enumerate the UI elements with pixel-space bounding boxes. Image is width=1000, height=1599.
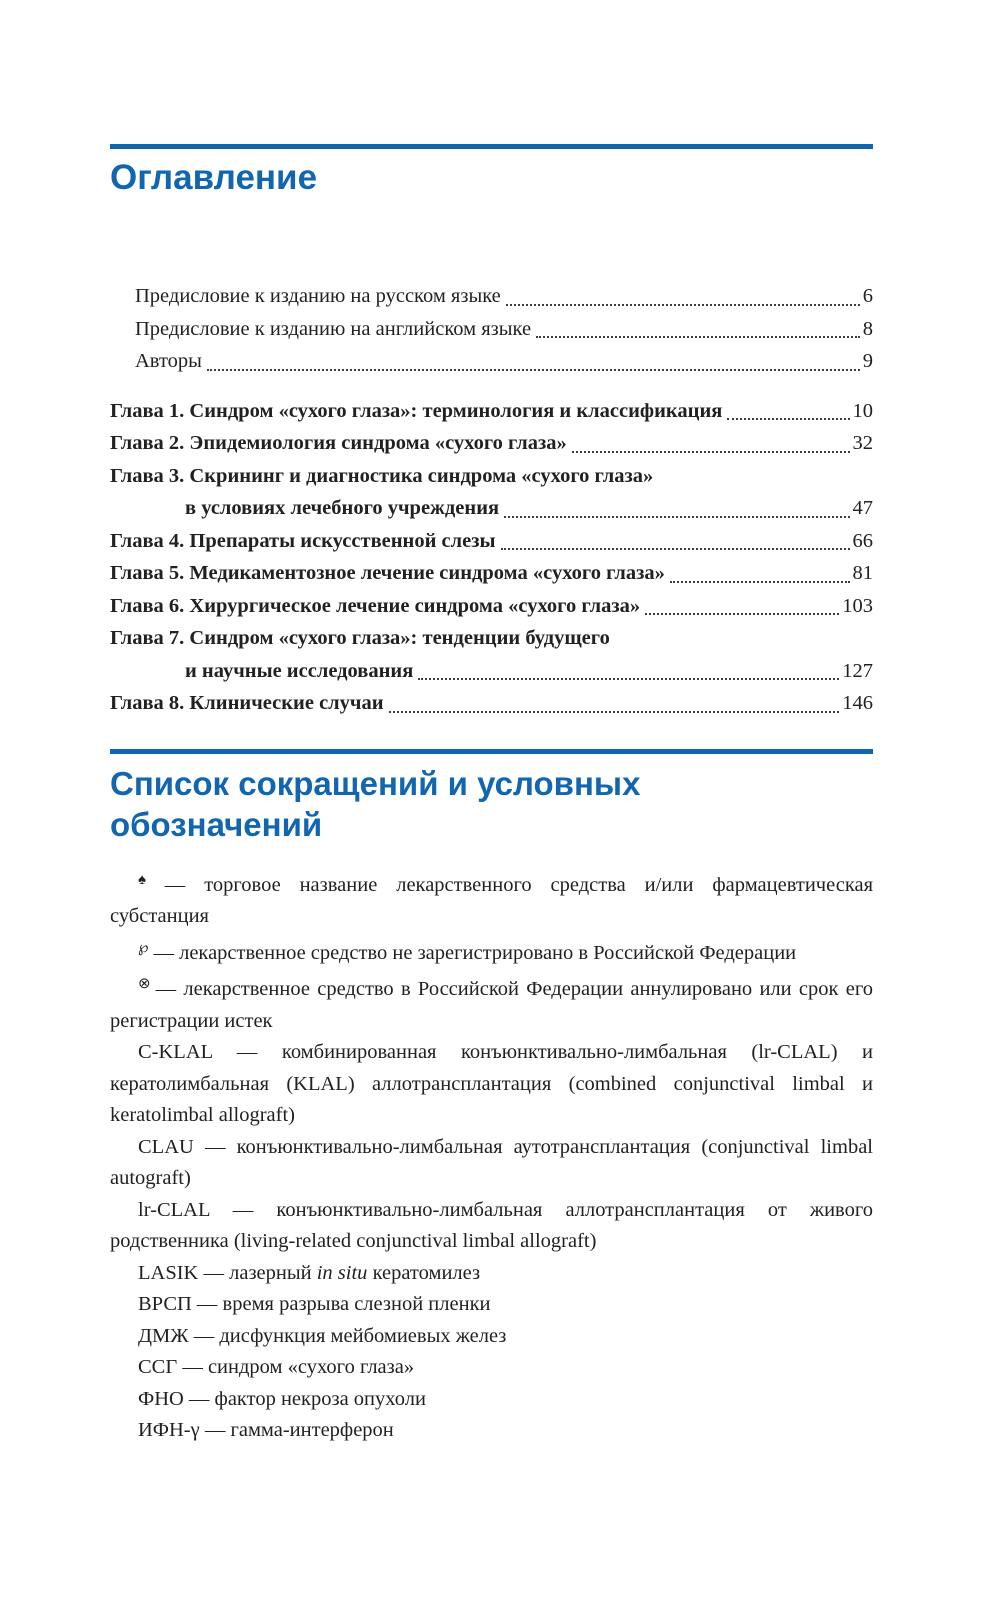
toc-list xyxy=(110,280,873,720)
toc-row xyxy=(110,280,873,313)
toc-row xyxy=(110,622,873,687)
dot-leader xyxy=(536,336,860,338)
abbreviation-item xyxy=(110,1195,873,1258)
not-registered-symbol: ℘ xyxy=(138,939,149,956)
toc-entry-label: Глава 6. Хирургическое лечение синдрома «сухого глаза» xyxy=(110,594,641,617)
annulled-symbol: ⊗ xyxy=(138,976,151,992)
toc-page-number: 146 xyxy=(842,692,873,714)
toc-entry-label: Глава 7. Синдром «сухого глаза»: тенденции будущего xyxy=(110,627,610,649)
dot-leader xyxy=(572,451,850,453)
abbreviation-text: C-KLAL — комбинированная конъюнктивально-лимбальная (lr-CLAL) и кератолимбальная (KLAL) аллотрансплантация (combined conjunctival limbal и keratolimbal allograft) xyxy=(110,1041,873,1126)
dot-leader xyxy=(501,548,850,550)
abbreviation-text: lr-CLAL — конъюнктивально-лимбальная аллотрансплантация от живого родственника (living-related conjunctival limbal allograft) xyxy=(110,1198,873,1252)
abbreviations-section-divider xyxy=(110,749,873,754)
dot-leader xyxy=(389,711,840,713)
abbreviations-heading xyxy=(110,763,873,845)
toc-page-number: 103 xyxy=(842,594,873,617)
dot-leader xyxy=(504,516,849,518)
abbreviation-item xyxy=(110,865,873,933)
abbreviation-item xyxy=(110,969,873,1037)
abbreviation-item xyxy=(110,1321,873,1353)
toc-page-number: 127 xyxy=(842,659,873,682)
toc-row xyxy=(110,557,873,590)
toc-page-number: 10 xyxy=(852,399,873,422)
dot-leader xyxy=(727,418,849,420)
abbreviation-item xyxy=(110,1037,873,1132)
toc-row xyxy=(110,427,873,460)
toc-page-number: 32 xyxy=(852,432,873,454)
abbreviation-text: ФНО — фактор некроза опухоли xyxy=(138,1387,426,1410)
abbreviation-text: кератомилез xyxy=(367,1261,481,1284)
abbreviation-item xyxy=(110,933,873,970)
abbreviation-text: ССГ — синдром «сухого глаза» xyxy=(138,1356,415,1378)
dot-leader xyxy=(670,581,850,583)
toc-row xyxy=(110,345,873,378)
toc-entry-label: Глава 8. Клинические случаи xyxy=(110,692,384,714)
toc-entry-label-continuation: и научные исследования xyxy=(185,659,414,682)
toc-page-number: 47 xyxy=(852,497,873,519)
abbreviation-item xyxy=(110,1352,873,1384)
abbreviation-text-italic: in situ xyxy=(316,1261,368,1284)
toc-page-number: 6 xyxy=(862,285,873,307)
toc-page-number: 8 xyxy=(862,317,873,340)
abbreviation-text: — лекарственное средство не зарегистрировано в Российской Федерации xyxy=(153,941,797,964)
toc-row xyxy=(110,460,873,525)
toc-entry-label: Глава 3. Скрининг и диагностика синдрома «сухого глаза» xyxy=(110,464,654,487)
abbreviation-text: ДМЖ — дисфункция мейбомиевых желез xyxy=(138,1324,507,1347)
abbreviation-text: — лекарственное средство в Российской Федерации аннулировано или срок его регистрации истек xyxy=(110,978,873,1032)
toc-row xyxy=(110,687,873,720)
toc-entry-label: Глава 5. Медикаментозное лечение синдрома «сухого глаза» xyxy=(110,562,665,584)
toc-entry-label: Глава 1. Синдром «сухого глаза»: терминология и классификация xyxy=(110,399,723,422)
abbreviations-heading-line2: обозначений xyxy=(110,805,323,843)
abbreviation-text: ИФН-γ — гамма-интерферон xyxy=(138,1419,394,1441)
toc-chapter-list xyxy=(110,395,873,720)
abbreviations-heading-line1: Список сокращений и условных xyxy=(110,764,641,802)
abbreviation-text: — торговое название лекарственного средства и/или фармацевтическая субстанция xyxy=(110,873,873,927)
abbreviation-item xyxy=(110,1258,873,1290)
toc-page-number: 81 xyxy=(852,562,873,584)
abbreviation-text: CLAU — конъюнктивально-лимбальная аутотрансплантация (conjunctival limbal autograft) xyxy=(110,1135,873,1189)
toc-heading: Оглавление xyxy=(110,158,318,197)
abbreviation-item xyxy=(110,1289,873,1321)
toc-row xyxy=(110,590,873,623)
toc-row xyxy=(110,395,873,428)
dot-leader xyxy=(506,304,860,306)
toc-section-divider xyxy=(110,144,873,149)
abbreviation-item xyxy=(110,1132,873,1195)
abbreviation-text: ВРСП — время разрыва слезной пленки xyxy=(138,1293,491,1315)
trade-name-symbol: ♠ xyxy=(138,871,160,888)
dot-leader xyxy=(645,613,839,615)
dot-leader xyxy=(418,678,839,680)
toc-entry-label: Глава 4. Препараты искусственной слезы xyxy=(110,529,496,552)
abbreviations-list xyxy=(110,865,873,1447)
dot-leader xyxy=(207,369,860,371)
toc-row xyxy=(110,313,873,346)
book-page xyxy=(0,144,1000,1447)
toc-entry-label: Глава 2. Эпидемиология синдрома «сухого глаза» xyxy=(110,432,567,454)
toc-row xyxy=(110,525,873,558)
toc-entry-label-continuation: в условиях лечебного учреждения xyxy=(185,497,500,519)
toc-entry-label: Предисловие к изданию на русском языке xyxy=(135,285,501,307)
abbreviation-text: LASIK — лазерный xyxy=(138,1261,317,1284)
toc-entry-label: Авторы xyxy=(135,350,202,372)
abbreviation-item xyxy=(110,1415,873,1447)
toc-page-number: 66 xyxy=(852,529,873,552)
abbreviation-item xyxy=(110,1384,873,1416)
toc-page-number: 9 xyxy=(862,350,873,372)
toc-entry-label: Предисловие к изданию на английском языке xyxy=(135,317,532,340)
